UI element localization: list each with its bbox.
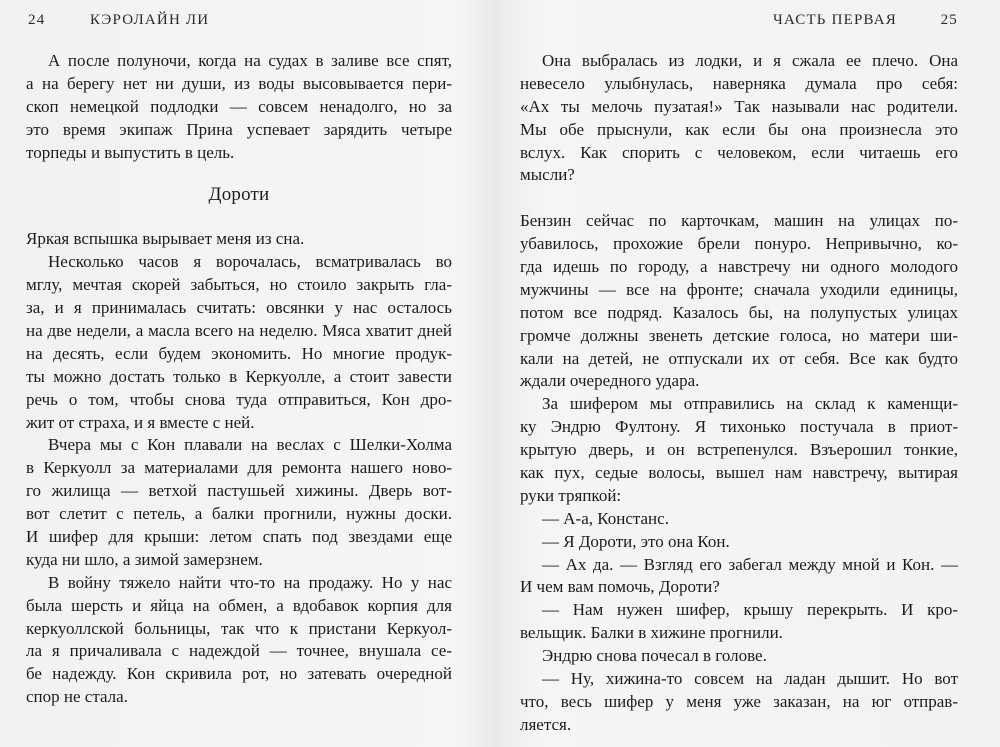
paragraph [26,251,452,434]
text-line: была шерсть и яйца на обмен, а вдобавок корпия для [26,595,452,615]
text-line: И чем вам помочь, Дороти? [520,577,720,597]
section-heading: Дороти [208,184,270,206]
text-line: — Я Дороти, это она Кон. [542,531,730,551]
dialogue-line [520,554,958,600]
text-line: это время экипаж Прина успевает зарядить четыре [26,119,452,139]
paragraph [520,645,958,668]
left-page [26,0,452,747]
text-line: ждали очередного удара. [520,371,700,391]
text-line: Бензин сейчас по карточкам, машин на улицах по- [520,211,958,231]
text-line: Эндрю снова почесал в голове. [542,646,767,666]
left-page-number: 24 [28,12,46,28]
left-running-title: КЭРОЛАЙН ЛИ [90,12,210,28]
text-line: го жилища — ветхой пастушьей хижины. Дверь вот- [26,481,452,501]
paragraph [26,434,452,571]
text-line: вслух. Как спорить с человеком, если читаешь его [520,142,958,162]
paragraph [520,50,958,187]
text-line: что, весь шифер у меня уже заказан, на юг отправ- [520,691,958,711]
text-line: скоп немецкой подлодки — совсем ненадолго, но за [26,96,452,116]
paragraph [520,210,958,393]
text-line: на две недели, а масла всего на неделю. Мяса хватит дней [26,321,452,341]
text-line: А после полуночи, когда на судах в заливе все спят, [48,51,452,70]
text-line: жит от страха, и я вместе с ней. [26,412,255,432]
text-line: вельщик. Балки в хижине прогнили. [520,623,783,643]
text-line: За шифером мы отправились на склад к каменщи- [542,394,958,414]
text-line: ты можно достать только в Керкуолле, а стоит завести [26,366,452,386]
right-page [520,0,958,747]
text-line: в Керкуолл за материалами для ремонта нашего ново- [26,458,452,478]
text-line: вот слетит с петель, а балки прогнили, нужны доски. [26,504,452,524]
right-running-title: ЧАСТЬ ПЕРВАЯ [773,12,897,28]
text-line: Она выбралась из лодки, и я сжала ее плечо. Она [542,51,958,70]
text-line: Яркая вспышка вырывает меня из сна. [26,229,305,249]
text-line: — Ах да. — Взгляд его забегал между мной и Кон. — [542,554,958,574]
text-line: а на берегу нет ни души, из воды высовывается пери- [26,73,452,93]
text-line: мглу, мечтая скорей забыться, но стоило закрыть гла- [26,275,452,295]
text-line: Вчера мы с Кон плавали на веслах с Шелки-Холма [48,435,452,455]
text-line: — Нам нужен шифер, крышу перекрыть. И кро- [542,600,958,620]
dialogue-line [520,531,958,554]
text-line: как пух, седые волосы, вышел нам навстречу, вытирая [520,463,958,483]
left-page-body [26,50,452,709]
text-line: руки тряпкой: [520,485,622,505]
text-line: «Ах ты мелочь пузатая!» Так называли нас родители. [520,96,958,116]
dialogue-line [520,599,958,645]
text-line: куда ни шло, а зимой замерзнем. [26,549,263,569]
text-line: невесело улыбнулась, наверняка думала про себя: [520,73,958,93]
text-line: потом все подряд. Казалось бы, на полупустых улицах [520,302,958,322]
right-page-number: 25 [940,12,958,28]
text-line: Мы обе прыснули, как если бы она произнесла это [520,119,958,139]
text-line: торпеды и выпустить в цель. [26,142,235,162]
dialogue-line [520,508,958,531]
paragraph-gap [520,187,958,210]
text-line: керкуоллской больницы, так что к пристани Керкуол- [26,618,452,638]
text-line: В войну тяжело найти что-то на продажу. Но у нас [48,572,452,592]
text-line: гда идешь по городу, а навстречу ни одного молодого [520,257,958,277]
text-line: речь о том, чтобы снова туда отправиться, Кон дро- [26,389,452,409]
right-page-body [520,50,958,737]
text-line: ку Эндрю Фултону. Я тихонько постучала в приот- [520,417,958,437]
text-line: — Ну, хижина-то совсем на ладан дышит. Но вот [542,669,958,689]
text-line: ляется. [520,714,572,734]
text-line: мужчины — все на фронте; сначала уходили единицы, [520,279,958,299]
paragraph [26,50,452,164]
text-line: крытую дверь, и он встрепенулся. Взъерошил тонкие, [520,440,958,460]
paragraph [26,228,452,251]
text-line: убавилось, прохожие брели понуро. Непривычно, ко- [520,234,958,254]
text-line: — А-а, Констанс. [542,508,669,528]
text-line: кали на детей, не отпускали их от себя. Все как будто [520,348,958,368]
text-line: за, и я принималась считать: овсянки у нас осталось [26,298,452,318]
text-line: громче должны звенеть детские голоса, но матери ши- [520,325,958,345]
text-line: спор не стала. [26,687,128,707]
paragraph [26,572,452,709]
text-line: мысли? [520,165,575,185]
text-line: И шифер для крыши: летом спать под звездами еще [26,527,452,547]
right-running-head [540,12,958,36]
text-line: бе надежду. Кон скривила рот, но затевать очередной [26,664,452,684]
left-running-head [28,12,452,36]
dialogue-line [520,668,958,737]
text-line: на десять, если будем экономить. Но многие продук- [26,343,452,363]
paragraph [520,393,958,507]
text-line: ла я причаливала с надеждой — точнее, внушала се- [26,641,452,661]
text-line: Несколько часов я ворочалась, всматривалась во [48,252,452,272]
